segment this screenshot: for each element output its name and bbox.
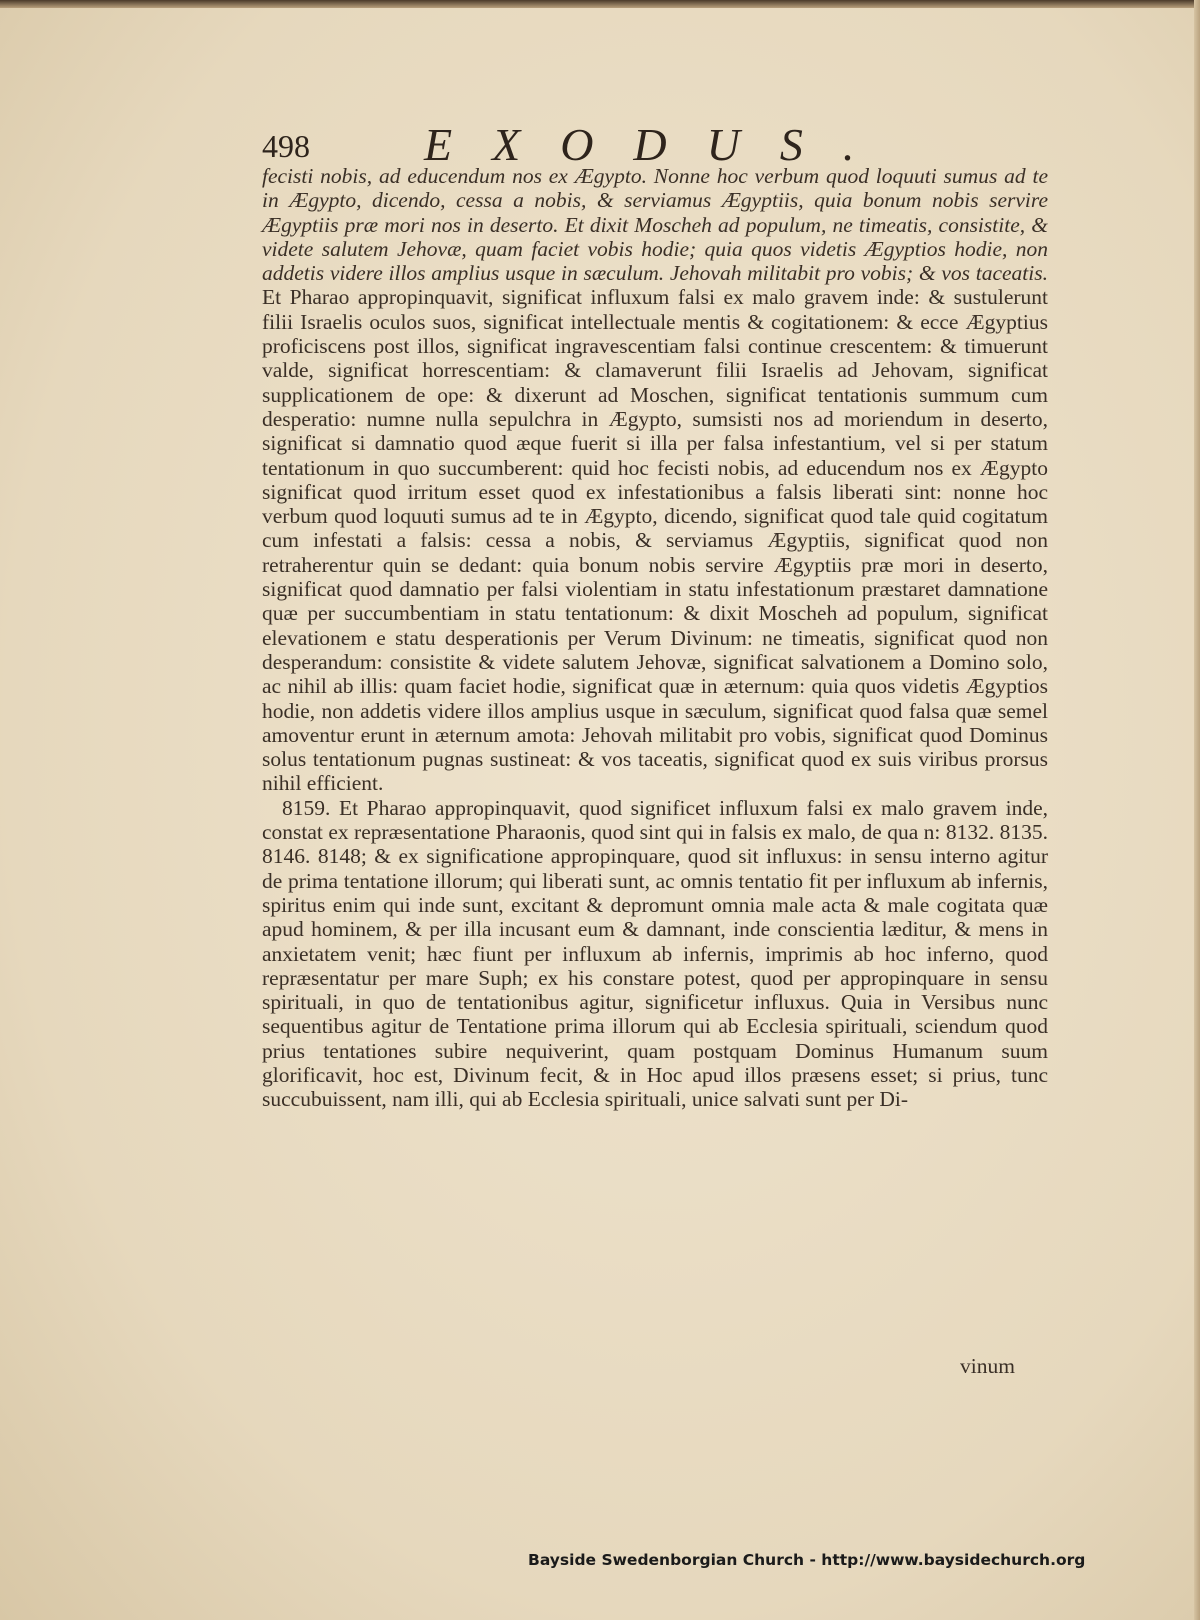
paragraph-8159: 8159. Et Pharao appropinquavit, quod significet influxum falsi ex malo gravem inde, constat ex repræsentatione Pharaonis, quod sint qui in falsis ex malo, de qua n: 8132. 8135. 8146. 8148; & ex significatione appropinquare, quod sit influxus: in sensu interno agitur de prima tentatione illorum; qui liberati sunt, ac omnis tentatio fit per influxum ab infernis, spiritus enim qui inde sunt, excitant & depromunt omnia male acta & male cogitata quæ apud hominem, & per illa incusant eum & damnant, inde conscientia læditur, & mens in anxietatem venit; hæc fiunt per influxum ab infernis, imprimis ab hoc inferno, quod repræsentatur per mare Suph; ex his constare potest, quod per appropinquare in sensu spirituali, in quo de tentationibus agitur, significetur influxus. Quia in Versibus nunc sequentibus agitur de Tentatione prima illorum qui ab Ecclesia spirituali, sciendum quod prius tentationes subire nequiverint, quam postquam Dominus Humanum suum glorificavit, hoc est, Divinum fecit, & in Hoc apud illos præsens esset; si prius, tunc succubuissent, nam illi, qui ab Ecclesia spirituali, unice salvati sunt per Di- — [262, 795, 1048, 1112]
footer-credit: Bayside Swedenborgian Church - http://www.baysidechurch.org — [528, 1551, 1086, 1569]
italic-scripture-quote: fecisti nobis, ad educendum nos ex Ægypto. Nonne hoc verbum quod loquuti sumus ad te in Ægypto, dicendo, cessa a nobis, & serviamus Ægyptiis, quia bonum nobis servire Ægyptiis præ mori nos in deserto. Et dixit Moscheh ad populum, ne timeatis, consistite, & videte salutem Jehovæ, quam faciet vobis hodie; quia quos videtis Ægyptios hodie, non addetis videre illos amplius usque in sæculum. Jehovah militabit pro vobis; & vos taceatis. — [262, 164, 1048, 286]
paragraph-1 — [262, 164, 1048, 796]
running-head: EXODUS. — [424, 119, 895, 170]
catchword: vinum — [960, 1354, 1015, 1378]
body-text — [262, 164, 1048, 1112]
page-top-edge — [0, 0, 1200, 8]
paragraph-1-text: Et Pharao appropinquavit, significat influxum falsi ex malo gravem inde: & sustulerunt filii Israelis oculos suos, significat intellectuale mentis & cogitationem: & ecce Ægyptius proficiscens post illos, significat ingravescentiam falsi continue crescentem: & timuerunt valde, significat horrescentiam: & clamaverunt filii Israelis ad Jehovam, significat supplicationem de ope: & dixerunt ad Moschen, significat tentationis summum cum desperatio: numne nulla sepulchra in Ægypto, sumsisti nos ad moriendum in deserto, significat si damnatio quod æque fuerit si illa per falsa infestantium, vel si per statum tentationum in quo succumberent: quid hoc fecisti nobis, ad educendum nos ex Ægypto significat quod irritum esset quod ex infestationibus a falsis liberati sint: nonne hoc verbum quod loquuti sumus ad te in Ægypto, dicendo, significat quod tale quid cogitatum cum infestati a falsis: cessa a nobis, & serviamus Ægyptiis, significat quod non retraherentur quin se dedant: quia bonum nobis servire Ægyptiis præ mori in deserto, significat quod damnatio per falsi violentiam in statu infestationum præstaret damnatione quæ per succumbentiam in statu tentationum: & dixit Moscheh ad populum, significat elevationem e statu desperationis per Verum Divinum: ne timeatis, significat quod non desperandum: consistite & videte salutem Jehovæ, significat salvationem a Domino solo, ac nihil ab illis: quam faciet hodie, significat quæ in æternum: quia quos videtis Ægyptios hodie, non addetis videre illos amplius usque in sæculum, significat quod falsa quæ semel amoventur erunt in æternum amota: Jehovah militabit pro vobis, significat quod Dominus solus tentationum pugnas sustineat: & vos taceatis, significat quod ex suis viribus prorsus nihil efficient. — [262, 285, 1048, 796]
page-right-edge — [1194, 0, 1200, 1620]
page-number: 498 — [262, 128, 310, 164]
